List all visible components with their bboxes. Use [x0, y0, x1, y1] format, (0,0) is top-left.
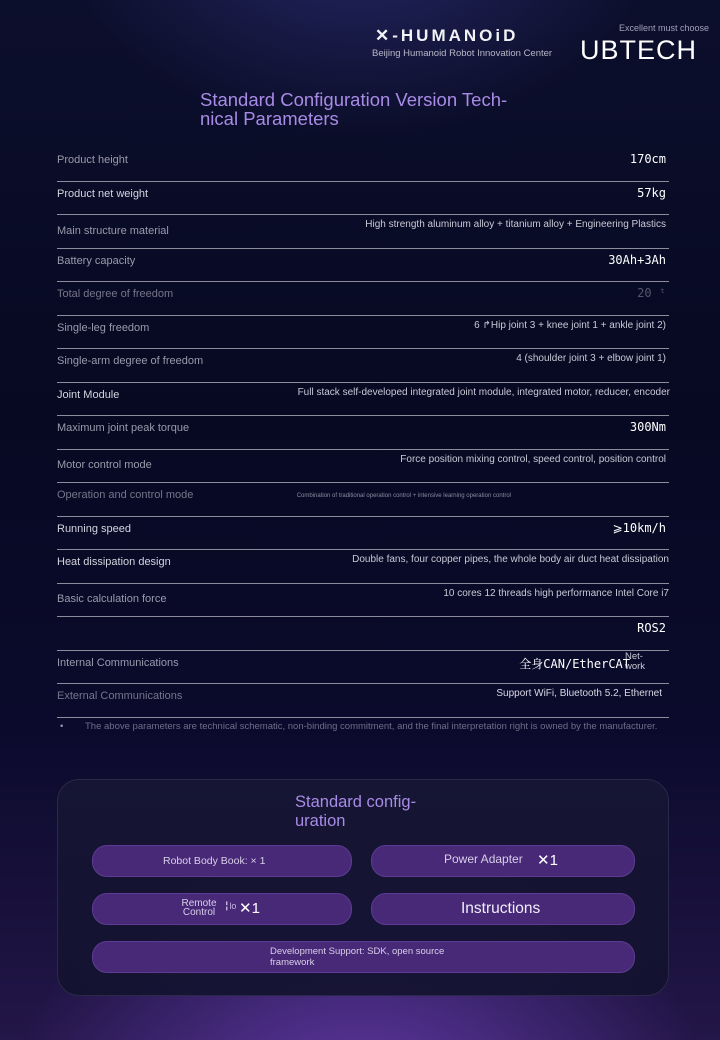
table-row — [57, 282, 669, 316]
bullet-icon: • — [60, 721, 64, 732]
config-item-label: Development Support: SDK, open source framework — [270, 946, 445, 968]
param-value: ROS2 — [637, 621, 666, 635]
config-item-label: Remote Control — [181, 898, 217, 918]
param-label: Maximum joint peak torque — [57, 422, 190, 434]
table-row — [57, 349, 669, 383]
table-row — [57, 182, 669, 216]
param-label: Total degree of freedom — [57, 288, 174, 300]
config-title: Standard config-uration — [295, 793, 417, 830]
disclaimer-note — [60, 721, 720, 732]
param-label: Product net weight — [57, 187, 149, 200]
param-label: Operation and control mode — [57, 489, 194, 501]
table-row — [57, 684, 669, 718]
param-value: 300Nm — [629, 420, 666, 434]
ubtech-logo: UBTECH — [580, 35, 698, 65]
table-row — [57, 450, 669, 484]
param-label: Single-arm degree of freedom — [57, 355, 204, 367]
table-row — [57, 316, 669, 350]
config-item-label: Robot Body Book: × 1 — [163, 855, 266, 867]
config-item-label: Power Adapter — [444, 852, 523, 866]
standard-configuration-panel — [57, 779, 669, 996]
header — [0, 0, 720, 80]
param-value: High strength aluminum alloy + titanium alloy + Engineering Plastics — [365, 219, 666, 230]
config-item-robot-body-book — [92, 845, 352, 877]
disclaimer-text: The above parameters are technical schematic, non-binding commitment, and the final interpretation right is owned by the manufacturer. — [85, 721, 658, 732]
table-row — [57, 584, 669, 618]
humanoid-subtitle: Beijing Humanoid Robot Innovation Center — [372, 48, 553, 59]
config-item-dev-support — [92, 941, 635, 973]
table-row — [57, 617, 669, 651]
config-item-remote-control — [92, 893, 352, 925]
param-label: Product height — [57, 154, 128, 166]
partner-tagline: Excellent must choose — [619, 23, 710, 33]
table-row — [57, 517, 669, 551]
param-label: Main structure material — [57, 225, 169, 237]
param-label: Single-leg freedom — [57, 321, 150, 334]
param-label: Joint Module — [57, 388, 120, 401]
param-label: Running speed — [57, 522, 132, 535]
param-value: 10 cores 12 threads high performance Intel Core i7 — [443, 587, 669, 599]
config-item-label: Instructions — [461, 900, 541, 917]
param-value: 4 (shoulder joint 3 + elbow joint 1) — [516, 353, 666, 364]
param-value: ⩾10km/h — [612, 520, 666, 535]
config-item-qty: ✕1 — [537, 852, 558, 869]
humanoid-logo: ✕-HUMANOiD — [375, 26, 519, 45]
param-label: Heat dissipation design — [57, 556, 171, 568]
param-label: External Communications — [57, 690, 183, 702]
config-item-qty: ✕1 — [239, 900, 260, 917]
param-value: Full stack self-developed integrated joint module, integrated motor, reducer, encoder — [297, 386, 670, 398]
table-row — [57, 148, 669, 182]
table-row — [57, 416, 669, 450]
param-value: 全身CAN/EtherCAT — [519, 656, 630, 671]
param-value: Combination of traditional operation control + intensive learning operation control — [296, 493, 511, 499]
table-row — [57, 383, 669, 417]
param-label: Internal Communications — [57, 656, 179, 669]
config-item-instructions — [371, 893, 635, 925]
param-label: Basic calculation force — [57, 592, 167, 605]
param-value: Double fans, four copper pipes, the whole body air duct heat dissipation — [352, 554, 669, 565]
param-value: 30Ah+3Ah — [608, 252, 666, 267]
table-row — [57, 483, 669, 517]
config-item-power-adapter — [371, 845, 635, 877]
table-row — [57, 249, 669, 283]
config-item-mark: ╏lo — [224, 901, 237, 911]
param-value: 20 ᵗ — [637, 286, 666, 300]
param-value-extra: Net-work — [625, 650, 646, 672]
parameters-table — [57, 148, 669, 718]
param-value: 170cm — [629, 152, 666, 166]
param-label: Motor control mode — [57, 458, 152, 471]
page-title: Standard Configuration Version Tech-nical Parameters — [200, 89, 508, 129]
table-row — [57, 550, 669, 584]
param-value: 57kg — [637, 185, 666, 200]
table-row — [57, 651, 669, 685]
param-value: 6 ↱Hip joint 3 + knee joint 1 + ankle joint 2) — [474, 319, 666, 331]
param-value: Support WiFi, Bluetooth 5.2, Ethernet — [496, 688, 662, 699]
param-label: Battery capacity — [57, 254, 136, 267]
param-value: Force position mixing control, speed control, position control — [400, 453, 666, 465]
table-row — [57, 215, 669, 249]
